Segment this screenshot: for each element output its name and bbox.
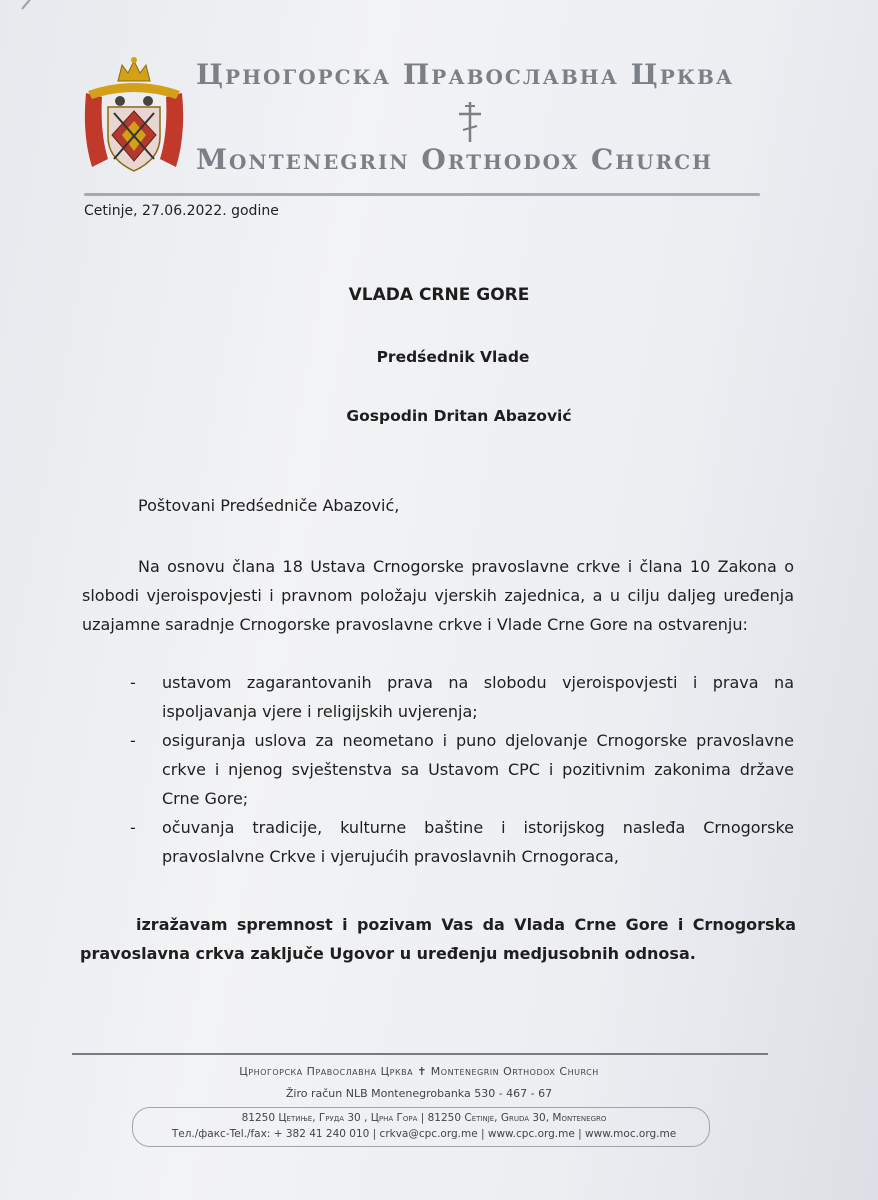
list-item — [130, 668, 794, 726]
goals-list — [130, 668, 794, 871]
header-divider — [84, 193, 760, 196]
footer-church-name: Црногорска Православна Црква ✝ Montenegrin Orthodox Church — [239, 1065, 599, 1078]
footer-contacts: Тел./факс-Tel./fax: + 382 41 240 010 | crkva@cpc.org.me | www.cpc.org.me | www.moc.org.me — [171, 1128, 677, 1140]
footer-bank-account: Žiro račun NLB Montenegrobanka 530 - 467 - 67 — [285, 1087, 553, 1100]
list-marker: - — [130, 731, 136, 750]
closing-statement-text: izražavam spremnost i pozivam Vas da Vlada Crne Gore i Crnogorska pravoslavna crkva zaključe Ugovor u uređenju medjusobnih odnosa. — [80, 915, 796, 963]
intro-paragraph-text: Na osnovu člana 18 Ustava Crnogorske pravoslavne crkve i člana 10 Zakona o slobodi vjeroispovjesti i pravnom položaju vjerskih zajednica, a u cilju daljeg uređenja uzajamne saradnje Crnogorske pravoslavne crkve i Vlade Crne Gore na ostvarenju: — [82, 557, 794, 634]
recipient-name: Gospodin Dritan Abazović — [346, 407, 572, 425]
list-item-text: ustavom zagarantovanih prava na slobodu vjeroispovjesti i prava na ispoljavanja vjere i religijskih uvjerenja; — [162, 673, 794, 721]
list-item — [130, 813, 794, 871]
coat-of-arms-icon — [78, 55, 190, 180]
footer-address: 81250 Цетиње, Груда 30 , Црна Гора | 81250 Cetinje, Gruda 30, Montenegro — [241, 1112, 607, 1124]
list-item — [130, 726, 794, 813]
list-marker: - — [130, 673, 136, 692]
intro-paragraph — [82, 552, 794, 639]
list-item-text: osiguranja uslova za neometano i puno djelovanje Crnogorske pravoslavne crkve i njenog svještenstva sa Ustavom CPC i pozitivnim zakonima države Crne Gore; — [162, 731, 794, 808]
recipient-title: Predśednik Vlade — [376, 348, 530, 366]
date-line: Cetinje, 27.06.2022. godine — [84, 203, 279, 219]
closing-statement — [80, 910, 796, 968]
salutation: Poštovani Predśedniče Abazović, — [138, 496, 400, 515]
church-name-latin: Montenegrin Orthodox Church — [196, 143, 714, 176]
orthodox-cross-icon — [456, 100, 484, 144]
paper-fold-mark — [21, 0, 48, 10]
church-name-cyrillic: Црногорска Православна Црква — [196, 58, 735, 91]
footer-divider — [72, 1053, 768, 1055]
list-item-text: očuvanja tradicije, kulturne baštine i istorijskog nasleđa Crnogorske pravoslalvne Crkve i vjerujućih pravoslavnih Crnogoraca, — [162, 818, 794, 866]
recipient-institution: VLADA CRNE GORE — [348, 285, 530, 305]
list-marker: - — [130, 818, 136, 837]
